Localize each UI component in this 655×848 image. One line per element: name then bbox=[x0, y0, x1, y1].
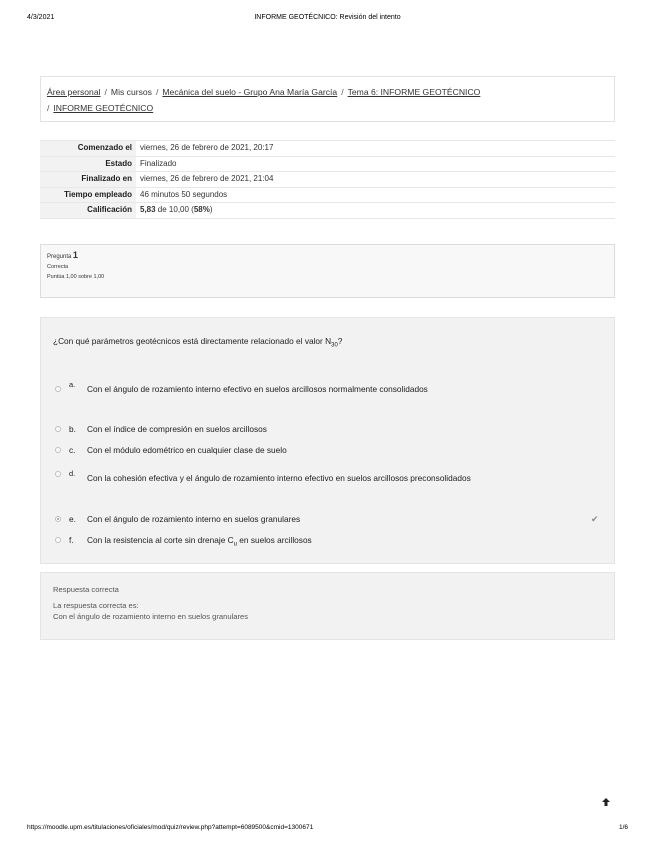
question-number-value: 1 bbox=[72, 250, 78, 260]
summary-row bbox=[40, 141, 615, 157]
summary-row bbox=[40, 187, 615, 203]
summary-value: 46 minutos 50 segundos bbox=[136, 187, 615, 203]
right-answer-text: Con el ángulo de rozamiento interno en suelos granulares bbox=[53, 612, 249, 621]
option-text: Con la cohesión efectiva y el ángulo de rozamiento interno efectivo en suelos arcillosos preconsolidados bbox=[87, 473, 471, 483]
breadcrumb-item-course[interactable]: Mecánica del suelo - Grupo Ana María García bbox=[162, 87, 338, 97]
breadcrumb-item-mis-cursos: Mis cursos bbox=[110, 87, 152, 97]
summary-label: Comenzado el bbox=[40, 141, 136, 157]
print-title: INFORME GEOTÉCNICO: Revisión del intento bbox=[254, 14, 401, 21]
option-text: Con el ángulo de rozamiento interno en suelos granulares bbox=[87, 514, 301, 524]
question-grade: Puntúa 1,00 sobre 1,00 bbox=[47, 274, 105, 280]
print-page-number: 1/6 bbox=[618, 824, 628, 831]
summary-label: Tiempo empleado bbox=[40, 187, 136, 203]
question-text-main: ¿Con qué parámetros geotécnicos está directamente relacionado el valor N bbox=[53, 336, 332, 346]
summary-value: Finalizado bbox=[136, 156, 615, 172]
option-text-main: Con la resistencia al corte sin drenaje C bbox=[87, 535, 234, 545]
option-text-end: en suelos arcillosos bbox=[237, 535, 312, 545]
right-answer-label: La respuesta correcta es: bbox=[53, 601, 139, 610]
correct-check-icon: ✔ bbox=[591, 514, 599, 524]
radio-icon-selected[interactable] bbox=[55, 516, 61, 522]
summary-label: Estado bbox=[40, 156, 136, 172]
feedback-status: Respuesta correcta bbox=[53, 585, 119, 594]
option-letter: b. bbox=[69, 424, 76, 434]
grade-percent: 58% bbox=[193, 205, 210, 214]
radio-icon[interactable] bbox=[55, 426, 61, 432]
arrow-up-icon-svg bbox=[602, 798, 610, 806]
breadcrumb bbox=[40, 76, 615, 122]
breadcrumb-separator: / bbox=[104, 87, 107, 97]
print-date: 4/3/2021 bbox=[27, 14, 55, 21]
breadcrumb-item-quiz[interactable]: INFORME GEOTÉCNICO bbox=[53, 103, 154, 113]
option-text bbox=[87, 535, 312, 548]
breadcrumb-separator: / bbox=[155, 87, 159, 97]
question-formulation bbox=[40, 317, 615, 564]
option-text-subscript: u bbox=[233, 541, 237, 548]
question-number bbox=[47, 250, 608, 262]
answer-feedback bbox=[40, 572, 615, 640]
breadcrumb-item-topic[interactable]: Tema 6: INFORME GEOTÉCNICO bbox=[347, 87, 481, 97]
question-prefix: Pregunta bbox=[47, 254, 72, 260]
option-letter: e. bbox=[69, 514, 76, 524]
grade-max: de 10,00 ( bbox=[155, 205, 194, 214]
question-state: Correcta bbox=[47, 264, 69, 270]
radio-icon[interactable] bbox=[55, 447, 61, 453]
question-text-end: ? bbox=[337, 336, 343, 346]
option-letter: c. bbox=[69, 445, 76, 455]
radio-icon[interactable] bbox=[55, 471, 61, 477]
grade-value: 5,83 bbox=[140, 205, 156, 214]
option-letter: d. bbox=[69, 469, 76, 478]
question-text bbox=[53, 336, 342, 349]
summary-row bbox=[40, 156, 615, 172]
summary-label: Calificación bbox=[40, 203, 136, 219]
breadcrumb-separator: / bbox=[47, 103, 50, 113]
summary-value: viernes, 26 de febrero de 2021, 20:17 bbox=[136, 141, 615, 157]
arrow-up-icon[interactable] bbox=[602, 798, 610, 808]
summary-row bbox=[40, 172, 615, 188]
print-url: https://moodle.upm.es/titulaciones/oficiales/mod/quiz/review.php?attempt=6089500&cmid=1300671 bbox=[27, 824, 314, 831]
grade-close: ) bbox=[209, 205, 213, 214]
option-letter: f. bbox=[69, 535, 74, 545]
option-letter: a. bbox=[69, 380, 76, 389]
question-info bbox=[40, 244, 615, 298]
summary-value bbox=[136, 203, 615, 219]
question-text-subscript: 30 bbox=[331, 342, 338, 349]
breadcrumb-item-area-personal[interactable]: Área personal bbox=[47, 87, 101, 97]
option-text: Con el índice de compresión en suelos arcillosos bbox=[87, 424, 267, 434]
radio-icon[interactable] bbox=[55, 386, 61, 392]
option-text: Con el módulo edométrico en cualquier clase de suelo bbox=[87, 445, 287, 455]
radio-icon[interactable] bbox=[55, 537, 61, 543]
summary-row bbox=[40, 203, 615, 219]
option-text: Con el ángulo de rozamiento interno efectivo en suelos arcillosos normalmente consolidados bbox=[87, 384, 428, 394]
breadcrumb-separator: / bbox=[341, 87, 344, 97]
summary-value: viernes, 26 de febrero de 2021, 21:04 bbox=[136, 172, 615, 188]
attempt-summary-table bbox=[40, 140, 615, 219]
summary-label: Finalizado en bbox=[40, 172, 136, 188]
